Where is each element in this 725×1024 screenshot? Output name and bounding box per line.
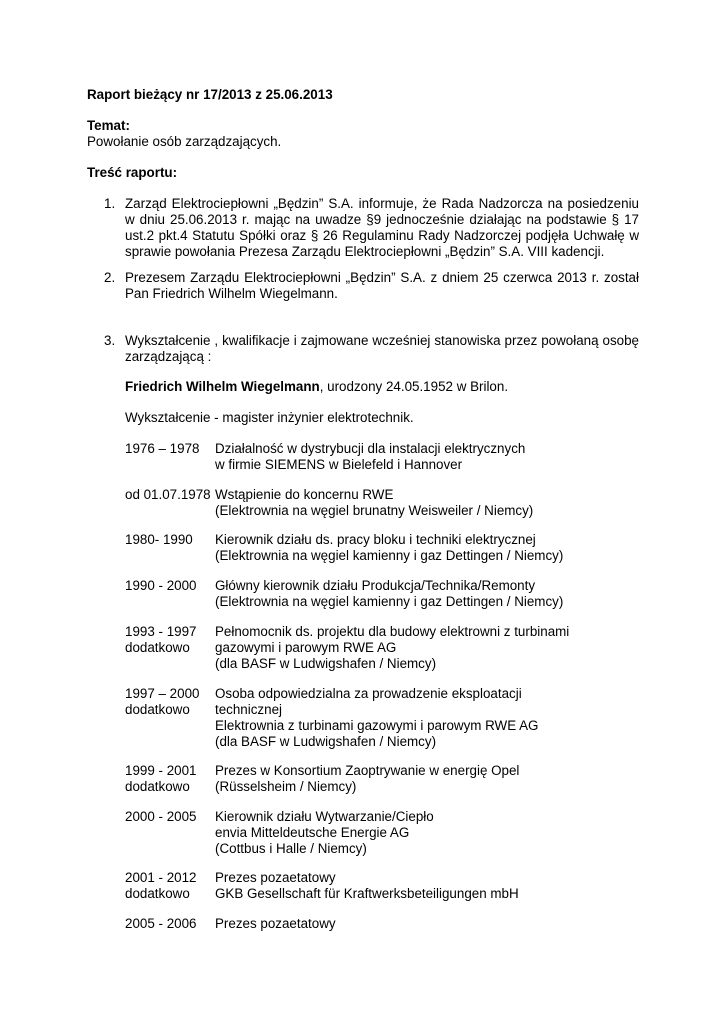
- career-period-note: dodatkowo: [125, 886, 190, 901]
- item-paragraph: [125, 333, 639, 365]
- career-desc-line: Kierownik działu Wytwarzanie/Ciepło: [215, 809, 434, 824]
- career-period: 1999 - 2001: [125, 763, 197, 778]
- career-period: 2005 - 2006: [125, 916, 197, 931]
- career-desc-line: Kierownik działu ds. pracy bloku i techniki elektrycznej: [215, 532, 536, 547]
- subject-text: Powołanie osób zarządzających.: [87, 134, 282, 149]
- person-line: [125, 379, 508, 395]
- career-desc-line: Pełnomocnik ds. projektu dla budowy elektrowni z turbinami: [215, 624, 570, 639]
- paragraph-line: Wykształcenie , kwalifikacje i zajmowane wcześniej stanowiska przez powołaną osobę: [125, 333, 639, 348]
- subject-label: Temat:: [87, 118, 130, 133]
- career-desc-line: Działalność w dystrybucji dla instalacji elektrycznych: [215, 441, 526, 456]
- career-desc-line: Prezes w Konsortium Zaoptrywanie w energię Opel: [215, 763, 520, 778]
- person-name: Friedrich Wilhelm Wiegelmann: [125, 379, 320, 394]
- career-desc-line: Osoba odpowiedzialna za prowadzenie eksploatacji: [215, 686, 522, 701]
- career-desc-line: (dla BASF w Ludwigshafen / Niemcy): [215, 734, 437, 749]
- career-desc-line: Elektrownia z turbinami gazowymi i parowym RWE AG: [215, 718, 539, 733]
- item-paragraph: [125, 196, 639, 260]
- career-desc-line: (Elektrownia na węgiel kamienny i gaz Dettingen / Niemcy): [215, 594, 564, 609]
- career-period-note: dodatkowo: [125, 640, 190, 655]
- career-desc-line: (Rüsselsheim / Niemcy): [215, 779, 357, 794]
- career-desc-line: gazowymi i parowym RWE AG: [215, 640, 397, 655]
- education-line: Wykształcenie - magister inżynier elektrotechnik.: [125, 410, 414, 425]
- career-desc-line: (Cottbus i Halle / Niemcy): [215, 841, 367, 856]
- career-period: 1993 - 1997: [125, 624, 197, 639]
- report-title: Raport bieżący nr 17/2013 z 25.06.2013: [87, 87, 333, 102]
- career-desc-line: technicznej: [215, 702, 282, 717]
- paragraph-line: w dniu 25.06.2013 r. mając na uwadze §9 jednocześnie działając na podstawie § 17: [125, 212, 639, 227]
- career-period: 2000 - 2005: [125, 809, 197, 824]
- career-period: 1980- 1990: [125, 532, 193, 547]
- career-desc-line: w firmie SIEMENS w Bielefeld i Hannover: [215, 457, 463, 472]
- career-desc-line: Prezes pozaetatowy: [215, 916, 336, 931]
- career-period-note: dodatkowo: [125, 702, 190, 717]
- career-desc-line: (Elektrownia na węgiel kamienny i gaz Dettingen / Niemcy): [215, 548, 564, 563]
- item-number: 3.: [104, 333, 116, 348]
- career-desc-line: Prezes pozaetatowy: [215, 870, 336, 885]
- career-period: od 01.07.1978: [125, 487, 211, 502]
- career-desc-line: Główny kierownik działu Produkcja/Technika/Remonty: [215, 578, 536, 593]
- career-desc-line: (dla BASF w Ludwigshafen / Niemcy): [215, 656, 437, 671]
- paragraph-line: Prezesem Zarządu Elektrociepłowni „Będzin” S.A. z dniem 25 czerwca 2013 r. został: [125, 270, 639, 285]
- paragraph-line: Zarząd Elektrociepłowni „Będzin” S.A. informuje, że Rada Nadzorcza na posiedzeniu: [125, 196, 639, 211]
- item-number: 1.: [104, 196, 116, 211]
- career-desc-line: envia Mitteldeutsche Energie AG: [215, 825, 410, 840]
- career-desc-line: (Elektrownia na węgiel brunatny Weisweiler / Niemcy): [215, 503, 534, 518]
- career-period: 1976 – 1978: [125, 441, 200, 456]
- content-label: Treść raportu:: [87, 165, 178, 180]
- paragraph-line: zarządzającą :: [125, 349, 212, 364]
- career-period-note: dodatkowo: [125, 779, 190, 794]
- item-number: 2.: [104, 270, 116, 285]
- item-paragraph: [125, 270, 639, 302]
- career-period: 2001 - 2012: [125, 870, 197, 885]
- person-birth: , urodzony 24.05.1952 w Brilon.: [319, 379, 509, 394]
- paragraph-line: Pan Friedrich Wilhelm Wiegelmann.: [125, 286, 338, 301]
- paragraph-line: ust.2 pkt.4 Statutu Spółki oraz § 26 Regulaminu Rady Nadzorczej podjęła Uchwałę w: [125, 228, 639, 243]
- career-desc-line: GKB Gesellschaft für Kraftwerksbeteiligungen mbH: [215, 886, 519, 901]
- career-desc-line: Wstąpienie do koncernu RWE: [215, 487, 394, 502]
- career-period: 1990 - 2000: [125, 578, 197, 593]
- paragraph-line: sprawie powołania Prezesa Zarządu Elektrociepłowni „Będzin” S.A. VIII kadencji.: [125, 244, 605, 259]
- career-period: 1997 – 2000: [125, 686, 200, 701]
